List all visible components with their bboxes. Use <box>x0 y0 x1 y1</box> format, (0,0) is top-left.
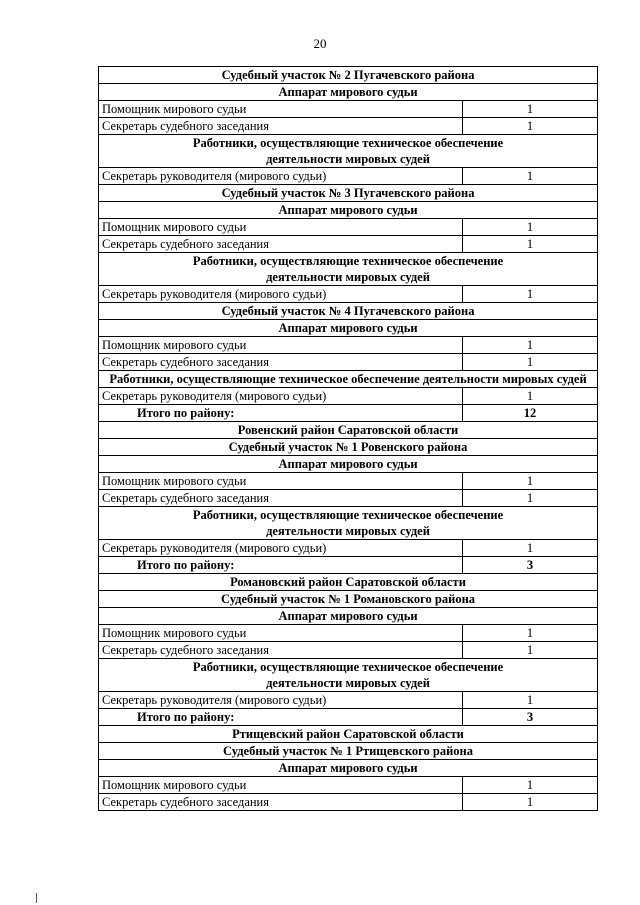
section-header-row <box>99 320 598 337</box>
section-header: Судебный участок № 1 Ртищевского района <box>99 743 598 760</box>
position-row <box>99 118 598 135</box>
section-header: Ртищевский район Саратовской области <box>99 726 598 743</box>
position-count: 1 <box>463 168 598 185</box>
position-name: Секретарь руководителя (мирового судьи) <box>99 286 463 303</box>
section-header: Судебный участок № 2 Пугачевского района <box>99 67 598 84</box>
position-row <box>99 794 598 811</box>
section-header: Романовский район Саратовской области <box>99 574 598 591</box>
section-header: Аппарат мирового судьи <box>99 84 598 101</box>
section-header-row <box>99 371 598 388</box>
section-header-row <box>99 67 598 84</box>
section-header-row <box>99 608 598 625</box>
section-header-row <box>99 202 598 219</box>
position-row <box>99 168 598 185</box>
position-count: 1 <box>463 337 598 354</box>
section-header-row <box>99 422 598 439</box>
position-row <box>99 219 598 236</box>
section-header-row <box>99 574 598 591</box>
position-name: Секретарь судебного заседания <box>99 354 463 371</box>
position-name: Секретарь руководителя (мирового судьи) <box>99 692 463 709</box>
section-header-row <box>99 84 598 101</box>
position-count: 1 <box>463 777 598 794</box>
position-name: Помощник мирового судьи <box>99 337 463 354</box>
position-row <box>99 490 598 507</box>
position-count: 1 <box>463 236 598 253</box>
staff-table <box>98 66 598 811</box>
section-header: Аппарат мирового судьи <box>99 320 598 337</box>
section-header: Работники, осуществляющие техническое обеспечение деятельности мировых судей <box>99 253 598 286</box>
section-header-row <box>99 507 598 540</box>
position-count: 1 <box>463 540 598 557</box>
total-label: Итого по району: <box>99 709 463 726</box>
section-header: Аппарат мирового судьи <box>99 760 598 777</box>
total-value: 12 <box>463 405 598 422</box>
section-header: Ровенский район Саратовской области <box>99 422 598 439</box>
section-header-row <box>99 760 598 777</box>
section-header-row <box>99 726 598 743</box>
total-label: Итого по району: <box>99 557 463 574</box>
section-header: Работники, осуществляющие техническое обеспечение деятельности мировых судей <box>99 659 598 692</box>
section-header: Аппарат мирового судьи <box>99 608 598 625</box>
position-name: Секретарь руководителя (мирового судьи) <box>99 540 463 557</box>
position-count: 1 <box>463 101 598 118</box>
position-name: Помощник мирового судьи <box>99 219 463 236</box>
position-name: Помощник мирового судьи <box>99 473 463 490</box>
section-header: Работники, осуществляющие техническое обеспечение деятельности мировых судей <box>99 135 598 168</box>
section-header-row <box>99 743 598 760</box>
position-name: Секретарь судебного заседания <box>99 794 463 811</box>
section-header-row <box>99 253 598 286</box>
section-header: Судебный участок № 3 Пугачевского района <box>99 185 598 202</box>
position-row <box>99 286 598 303</box>
section-header-row <box>99 659 598 692</box>
position-name: Секретарь руководителя (мирового судьи) <box>99 168 463 185</box>
total-value: 3 <box>463 557 598 574</box>
section-header-row <box>99 303 598 320</box>
position-name: Помощник мирового судьи <box>99 777 463 794</box>
section-header: Аппарат мирового судьи <box>99 202 598 219</box>
position-count: 1 <box>463 118 598 135</box>
section-header: Судебный участок № 1 Романовского района <box>99 591 598 608</box>
position-row <box>99 473 598 490</box>
position-row <box>99 388 598 405</box>
position-count: 1 <box>463 219 598 236</box>
position-count: 1 <box>463 388 598 405</box>
position-name: Секретарь судебного заседания <box>99 118 463 135</box>
position-row <box>99 101 598 118</box>
position-row <box>99 337 598 354</box>
total-row <box>99 709 598 726</box>
position-row <box>99 354 598 371</box>
scan-artifact <box>36 893 37 903</box>
position-name: Секретарь судебного заседания <box>99 236 463 253</box>
position-name: Секретарь судебного заседания <box>99 490 463 507</box>
section-header: Судебный участок № 1 Ровенского района <box>99 439 598 456</box>
position-row <box>99 540 598 557</box>
page-number: 20 <box>313 36 327 51</box>
position-count: 1 <box>463 490 598 507</box>
position-row <box>99 777 598 794</box>
total-label: Итого по району: <box>99 405 463 422</box>
position-count: 1 <box>463 794 598 811</box>
position-row <box>99 642 598 659</box>
position-count: 1 <box>463 625 598 642</box>
total-value: 3 <box>463 709 598 726</box>
position-row <box>99 236 598 253</box>
position-count: 1 <box>463 473 598 490</box>
total-row <box>99 557 598 574</box>
position-name: Помощник мирового судьи <box>99 625 463 642</box>
section-header-row <box>99 456 598 473</box>
position-row <box>99 625 598 642</box>
position-count: 1 <box>463 354 598 371</box>
section-header-row <box>99 135 598 168</box>
section-header: Судебный участок № 4 Пугачевского района <box>99 303 598 320</box>
position-row <box>99 692 598 709</box>
staff-table-body <box>99 67 598 811</box>
position-count: 1 <box>463 286 598 303</box>
position-count: 1 <box>463 692 598 709</box>
position-name: Секретарь руководителя (мирового судьи) <box>99 388 463 405</box>
section-header-row <box>99 591 598 608</box>
total-row <box>99 405 598 422</box>
section-header: Аппарат мирового судьи <box>99 456 598 473</box>
position-name: Секретарь судебного заседания <box>99 642 463 659</box>
position-name: Помощник мирового судьи <box>99 101 463 118</box>
section-header-row <box>99 439 598 456</box>
section-header: Работники, осуществляющие техническое обеспечение деятельности мировых судей <box>99 507 598 540</box>
section-header: Работники, осуществляющие техническое обеспечение деятельности мировых судей <box>99 371 598 388</box>
section-header-row <box>99 185 598 202</box>
position-count: 1 <box>463 642 598 659</box>
